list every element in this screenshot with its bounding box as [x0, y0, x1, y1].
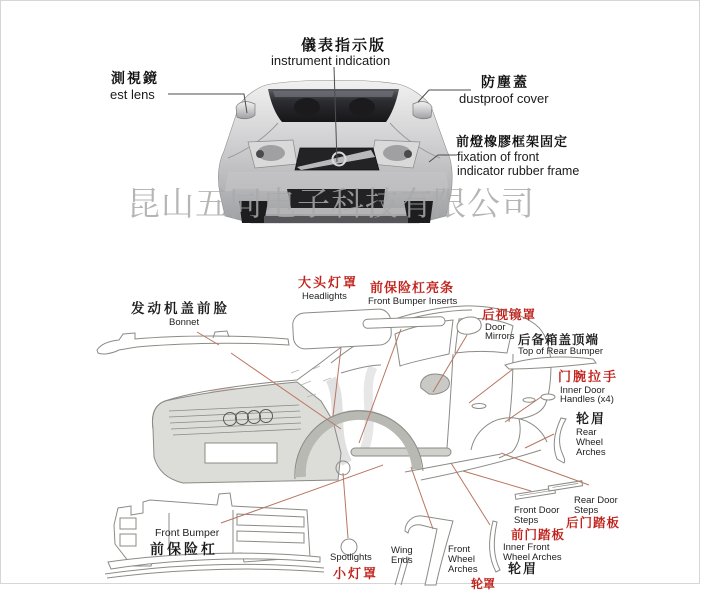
label-handles-zh: 门腕拉手: [558, 370, 619, 385]
seat-headrest-right: [349, 98, 375, 116]
callout-est-lens: [168, 94, 247, 113]
door-handle-1: [472, 404, 486, 409]
label-rear-top-zh: 后备箱盖顶端: [518, 332, 600, 347]
label-mirrors-zh: 后视镜罩: [482, 307, 537, 322]
label-front-door-steps-en2: Steps: [514, 515, 539, 526]
rear-arch-outline: [471, 418, 547, 450]
seat-headrest-left: [294, 98, 320, 116]
label-dustproof-zh: 防塵蓋: [481, 75, 529, 91]
mirror-right: [413, 102, 432, 119]
front-door-cut: [447, 354, 453, 448]
bumper-trim-bar: [351, 448, 451, 456]
company-watermark: 昆山五同电子科技有限公司: [127, 184, 535, 223]
part-rear-top-strip: [505, 357, 596, 369]
callout-spotlights: [343, 473, 348, 538]
headlight-left-bulb: [256, 150, 264, 158]
label-wing-ends-en2: Ends: [391, 555, 413, 566]
label-inner-front-arches-en1: Inner Front: [503, 542, 550, 553]
label-front-wheel-arches-en1: Front: [448, 544, 471, 555]
label-fixation-zh: 前燈橡膠框架固定: [456, 135, 569, 150]
label-bonnet-en: Bonnet: [169, 317, 200, 328]
label-instrument-zh: 儀表指示版: [301, 36, 387, 54]
label-mirrors-en2: Mirrors: [485, 331, 515, 342]
label-front-wheel-arches-en2: Wheel: [448, 554, 475, 565]
part-bonnet-strip: [97, 333, 289, 354]
label-front-bumper-en: Front Bumper: [155, 527, 220, 539]
label-rear-arches-zh: 轮眉: [576, 412, 607, 427]
label-wing-ends-en1: Wing: [391, 545, 413, 556]
label-est-lens-zh: 測視鏡: [111, 71, 159, 87]
part-rear-arch-strip: [554, 418, 566, 463]
callout-rear-arches: [525, 434, 554, 448]
windshield-tint-band: [273, 91, 394, 97]
label-rear-arches-en3: Arches: [576, 447, 606, 458]
part-headlight-cover: [292, 308, 392, 349]
label-handles-en2: Handles (x4): [560, 394, 614, 405]
label-est-lens-en: est lens: [110, 87, 155, 102]
label-bonnet-zh: 发动机盖前脸: [131, 301, 230, 317]
label-front-wheel-arches-en3: Arches: [448, 564, 478, 575]
part-door-handle: [541, 394, 555, 400]
label-inserts-en: Front Bumper Inserts: [368, 296, 458, 307]
license-plate: [205, 443, 277, 463]
callout-front-door-steps: [463, 471, 531, 491]
label-rear-door-steps-en1: Rear Door: [574, 495, 618, 506]
label-rear-top-en: Top of Rear Bumper: [518, 346, 604, 357]
label-rear-arches-en1: Rear: [576, 427, 597, 438]
part-mirror-cover: [457, 317, 481, 334]
label-front-door-steps-zh: 前门踏板: [511, 527, 566, 542]
label-instrument-en: instrument indication: [271, 53, 391, 68]
label-front-door-steps-en1: Front Door: [514, 505, 560, 516]
label-inner-front-arches-zh: 轮眉: [508, 562, 539, 577]
label-bottom-edge-cut: 轮罩: [471, 577, 496, 591]
callout-rear-top: [469, 369, 513, 403]
label-inner-front-arches-en2: Wheel Arches: [503, 552, 562, 563]
label-front-bumper-zh: 前保险杠: [150, 542, 218, 558]
label-rear-door-steps-zh: 后门踏板: [566, 515, 621, 530]
rear-lower-outline: [499, 419, 520, 458]
label-spotlights-en: Spotlights: [330, 552, 372, 563]
label-dustproof-en: dustproof cover: [459, 91, 549, 106]
label-inserts-zh: 前保险杠亮条: [370, 281, 455, 296]
label-fixation-en2: indicator rubber frame: [457, 164, 580, 178]
label-mirrors-en1: Door: [485, 322, 506, 333]
headlight-right-bulb: [404, 150, 412, 158]
label-fixation-en1: fixation of front: [457, 150, 539, 164]
callout-inner-front-arch: [451, 463, 490, 525]
label-handles-en1: Inner Door: [560, 385, 605, 396]
label-headlights-en: Headlights: [302, 291, 347, 302]
label-headlights-zh: 大头灯罩: [298, 276, 359, 291]
label-spotlights-zh: 小灯罩: [333, 567, 379, 582]
part-arc-strip: [490, 521, 500, 572]
label-rear-arches-en2: Wheel: [576, 437, 603, 448]
door-mirror-drawn: [421, 374, 450, 394]
label-rear-door-steps-en2: Steps: [574, 505, 599, 516]
door-handle-2: [523, 398, 535, 402]
part-door-step-strips: [515, 481, 583, 500]
